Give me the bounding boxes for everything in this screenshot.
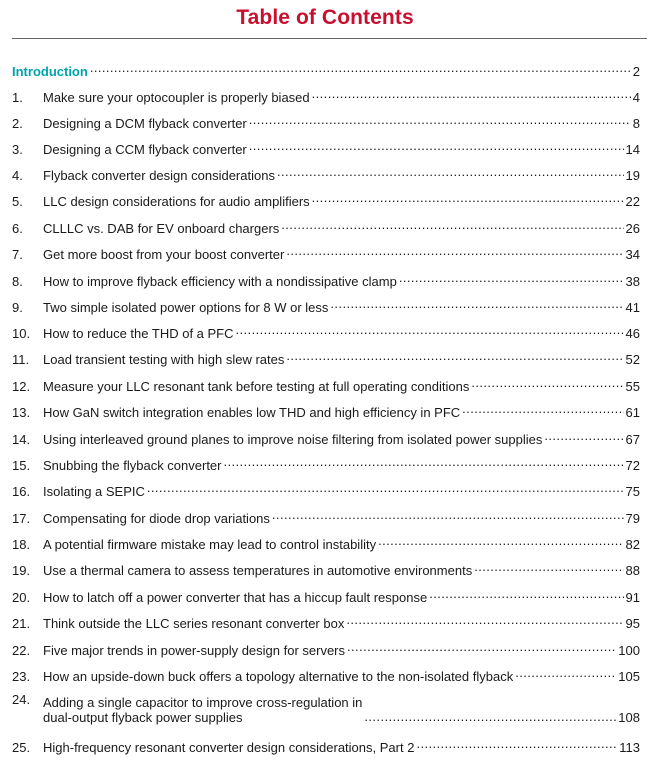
toc-entry-page[interactable]: 2 <box>632 64 640 79</box>
title-divider <box>12 38 647 39</box>
toc-entry-page[interactable]: 55 <box>625 379 640 394</box>
toc-entry-title[interactable]: Measure your LLC resonant tank before testing at full operating conditions <box>43 379 470 394</box>
dot-leader <box>286 349 623 364</box>
dot-leader <box>330 297 623 312</box>
toc-entry-page[interactable]: 46 <box>625 326 640 341</box>
dot-leader <box>346 613 623 628</box>
dot-leader <box>147 481 624 496</box>
toc-entry-title[interactable]: Get more boost from your boost converter <box>43 247 285 262</box>
toc-entry[interactable] <box>12 587 640 605</box>
toc-entry[interactable] <box>12 323 640 341</box>
toc-entry-number: 4. <box>12 168 23 183</box>
dot-leader <box>364 710 616 725</box>
toc-entry[interactable] <box>12 455 640 473</box>
toc-entry-number: 2. <box>12 116 23 131</box>
toc-entry-page[interactable]: 61 <box>625 405 640 420</box>
dot-leader <box>277 165 624 180</box>
dot-leader <box>429 587 623 602</box>
toc-entry-page[interactable]: 22 <box>625 194 640 209</box>
toc-entry-page[interactable]: 82 <box>625 537 640 552</box>
toc-entry-number: 15. <box>12 458 31 473</box>
toc-entry-title[interactable]: Think outside the LLC series resonant converter box <box>43 616 345 631</box>
dot-leader <box>281 218 623 233</box>
toc-entry-title[interactable]: CLLLC vs. DAB for EV onboard chargers <box>43 221 280 236</box>
toc-entry-title[interactable]: High-frequency resonant converter design considerations, Part 2 <box>43 740 415 755</box>
toc-entry[interactable] <box>12 737 640 755</box>
toc-entry[interactable] <box>12 429 640 447</box>
toc-entry-introduction[interactable] <box>12 61 640 79</box>
dot-leader <box>249 113 631 128</box>
toc-entry[interactable] <box>12 534 640 552</box>
toc-entry-number: 14. <box>12 432 31 447</box>
toc-entry-page[interactable]: 8 <box>632 116 640 131</box>
toc-entry-number: 24. <box>12 692 31 707</box>
toc-entry-title[interactable]: Isolating a SEPIC <box>43 484 145 499</box>
toc-entry-number: 21. <box>12 616 31 631</box>
toc-entry-number: 5. <box>12 194 23 209</box>
toc-entry-title[interactable]: How to improve flyback efficiency with a nondissipative clamp <box>43 274 397 289</box>
toc-entry[interactable] <box>12 139 640 157</box>
toc-entry-title[interactable]: Designing a CCM flyback converter <box>43 142 247 157</box>
toc-entry[interactable] <box>12 297 640 315</box>
toc-entry[interactable] <box>12 666 640 684</box>
dot-leader <box>312 87 631 102</box>
toc-entry-number: 17. <box>12 511 31 526</box>
toc-entry-title[interactable]: How to reduce the THD of a PFC <box>43 326 234 341</box>
toc-entry-number: 1. <box>12 90 23 105</box>
toc-entry-page[interactable]: 19 <box>625 168 640 183</box>
dot-leader <box>399 271 624 286</box>
toc-entry-title[interactable]: How an upside-down buck offers a topology alternative to the non-isolated flyback <box>43 669 514 684</box>
toc-entry-number: 25. <box>12 740 31 755</box>
toc-entry-number: 20. <box>12 590 31 605</box>
toc-entry-title[interactable]: Designing a DCM flyback converter <box>43 116 247 131</box>
toc-entry-number: 6. <box>12 221 23 236</box>
toc-entry[interactable] <box>12 113 640 131</box>
toc-entry-title[interactable]: Load transient testing with high slew rates <box>43 352 285 367</box>
toc-entry-title[interactable]: LLC design considerations for audio amplifiers <box>43 194 310 209</box>
toc-entry-page[interactable]: 79 <box>625 511 640 526</box>
toc-entry-page[interactable]: 14 <box>625 142 640 157</box>
toc-entry-page[interactable]: 26 <box>625 221 640 236</box>
toc-entry[interactable] <box>12 165 640 183</box>
toc-entry-title[interactable]: Five major trends in power-supply design for servers <box>43 643 346 658</box>
dot-leader <box>378 534 623 549</box>
toc-entry-page[interactable]: 38 <box>625 274 640 289</box>
toc-entry-number: 12. <box>12 379 31 394</box>
toc-entry-number: 11. <box>12 352 30 367</box>
toc-entry[interactable] <box>12 402 640 420</box>
toc-entry-title[interactable]: Introduction <box>12 64 88 79</box>
toc-entry-page[interactable]: 41 <box>625 300 640 315</box>
toc-entry[interactable] <box>12 376 640 394</box>
toc-entry-title[interactable] <box>43 695 362 725</box>
toc-entry[interactable] <box>12 640 640 658</box>
toc-entry-page[interactable]: 75 <box>625 484 640 499</box>
toc-entry-page[interactable]: 108 <box>618 710 640 725</box>
toc-entry-number: 9. <box>12 300 23 315</box>
toc-entry-number: 18. <box>12 537 31 552</box>
dot-leader <box>515 666 616 681</box>
dot-leader <box>416 737 617 752</box>
toc-entry-page[interactable]: 88 <box>625 563 640 578</box>
toc-entry-page[interactable]: 95 <box>625 616 640 631</box>
dot-leader <box>471 376 623 391</box>
toc-entry-number: 8. <box>12 274 23 289</box>
dot-leader <box>272 508 624 523</box>
toc-entry-title[interactable]: A potential firmware mistake may lead to control instability <box>43 537 377 552</box>
toc-entry-number: 16. <box>12 484 31 499</box>
toc-entry-page[interactable]: 100 <box>618 643 640 658</box>
toc-entry-page[interactable]: 34 <box>625 247 640 262</box>
toc-entry-number: 22. <box>12 643 31 658</box>
toc-entry-title[interactable]: How GaN switch integration enables low THD and high efficiency in PFC <box>43 405 461 420</box>
dot-leader <box>347 640 616 655</box>
toc-entry-number: 13. <box>12 405 31 420</box>
dot-leader <box>474 560 623 575</box>
toc-entry-title[interactable]: How to latch off a power converter that has a hiccup fault response <box>43 590 428 605</box>
toc-entry-title[interactable]: Make sure your optocoupler is properly biased <box>43 90 310 105</box>
toc-entry-title[interactable]: Using interleaved ground planes to improve noise filtering from isolated power supplies <box>43 432 543 447</box>
toc-entry-page[interactable]: 72 <box>625 458 640 473</box>
toc-entry-number: 10. <box>12 326 31 341</box>
toc-entry[interactable] <box>12 271 640 289</box>
page-title: Table of Contents <box>236 6 414 29</box>
toc-entry[interactable] <box>12 692 640 725</box>
dot-leader <box>236 323 624 338</box>
toc-entry-title-line1: Adding a single capacitor to improve cross-regulation in <box>43 695 363 710</box>
toc-entry-title[interactable]: Compensating for diode drop variations <box>43 511 270 526</box>
toc-entry-page[interactable]: 67 <box>625 432 640 447</box>
toc-entry-number: 3. <box>12 142 23 157</box>
toc-entry-title-line2: dual-output flyback power supplies <box>43 710 243 725</box>
toc-entry-page[interactable]: 113 <box>619 740 640 755</box>
toc-entry-title[interactable]: Two simple isolated power options for 8 W or less <box>43 300 329 315</box>
toc-entry-page[interactable]: 52 <box>625 352 640 367</box>
toc-entry-page[interactable]: 91 <box>625 590 640 605</box>
toc-entry[interactable] <box>12 87 640 105</box>
toc-entry-title[interactable]: Flyback converter design considerations <box>43 168 275 183</box>
toc-entry[interactable] <box>12 560 640 578</box>
toc-entry[interactable] <box>12 508 640 526</box>
dot-leader <box>544 429 623 444</box>
toc-entry-number: 7. <box>12 247 23 262</box>
toc-entry[interactable] <box>12 244 640 262</box>
dot-leader <box>312 191 624 206</box>
toc-entry-page[interactable]: 4 <box>632 90 640 105</box>
toc-entry[interactable] <box>12 481 640 499</box>
toc-entry-number: 23. <box>12 669 31 684</box>
dot-leader <box>286 244 623 259</box>
toc-entry-number: 19. <box>12 563 31 578</box>
toc-entry-title[interactable]: Use a thermal camera to assess temperatures in automotive environments <box>43 563 473 578</box>
toc-entry-page[interactable]: 105 <box>618 669 640 684</box>
dot-leader <box>90 61 631 76</box>
toc-entry[interactable] <box>12 218 640 236</box>
dot-leader <box>462 402 623 417</box>
toc-entry[interactable] <box>12 191 640 209</box>
dot-leader <box>224 455 624 470</box>
dot-leader <box>249 139 624 154</box>
toc-entry[interactable] <box>12 613 640 631</box>
toc-entry-title[interactable]: Snubbing the flyback converter <box>43 458 222 473</box>
toc-entry[interactable] <box>12 349 640 367</box>
